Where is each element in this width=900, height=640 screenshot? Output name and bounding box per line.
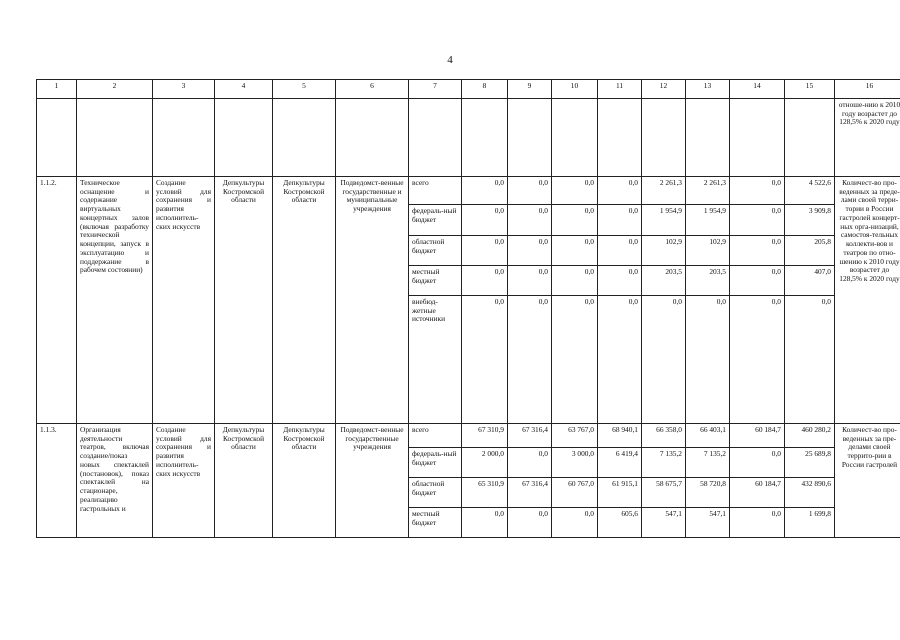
- value-cell: 0,0: [508, 236, 552, 266]
- header-cell: 13: [686, 80, 730, 99]
- value-cell: 3 000,0: [552, 448, 598, 478]
- activity-name: Организация деятельности театров, включая создание/показ новых спектаклей (постановок), показ спектаклей на стационаре, реализацию гастрольных и: [77, 424, 153, 538]
- value-cell: 0,0: [598, 177, 642, 205]
- executor-cell: Депкультуры Костромской области: [215, 424, 273, 538]
- header-cell: 3: [153, 80, 215, 99]
- value-cell: 6 419,4: [598, 448, 642, 478]
- value-cell: 0,0: [462, 205, 508, 236]
- value-cell: 0,0: [552, 205, 598, 236]
- value-cell: 0,0: [730, 266, 785, 296]
- value-cell: 0,0: [598, 236, 642, 266]
- value-cell: 0,0: [785, 296, 835, 424]
- header-cell: 1: [37, 80, 77, 99]
- source-name: областной бюджет: [409, 236, 462, 266]
- value-cell: 0,0: [686, 296, 730, 424]
- continuation-row: [37, 99, 900, 177]
- value-cell: 0,0: [730, 508, 785, 538]
- value-cell: 0,0: [462, 296, 508, 424]
- value-cell: 0,0: [730, 205, 785, 236]
- value-cell: 0,0: [508, 448, 552, 478]
- value-cell: 0,0: [462, 177, 508, 205]
- value-cell: 0,0: [598, 266, 642, 296]
- value-cell: 60 767,0: [552, 478, 598, 508]
- value-cell: 203,5: [642, 266, 686, 296]
- value-cell: 0,0: [552, 236, 598, 266]
- header-cell: 7: [409, 80, 462, 99]
- header-row: [37, 80, 900, 99]
- value-cell: 0,0: [730, 296, 785, 424]
- value-cell: 60 184,7: [730, 478, 785, 508]
- value-cell: 67 310,9: [462, 424, 508, 448]
- value-cell: 67 316,4: [508, 478, 552, 508]
- value-cell: 205,8: [785, 236, 835, 266]
- source-name: областной бюджет: [409, 478, 462, 508]
- value-cell: 0,0: [508, 266, 552, 296]
- task-cell: Создание условий для сохранения и развития исполнитель-ских искусств: [153, 424, 215, 538]
- participants-cell: Подведомст-венные государственные и муниципальные учреждения: [336, 177, 409, 424]
- activity-name: Техническое оснащение и содержание виртуальных концертных залов (включая разработку технической концепции, запуск в эксплуатацию и поддержание в рабочем состоянии): [77, 177, 153, 424]
- source-name: внебюд-жетные источники: [409, 296, 462, 424]
- header-cell: 4: [215, 80, 273, 99]
- header-cell: 6: [336, 80, 409, 99]
- table-row: [37, 424, 900, 448]
- value-cell: 60 184,7: [730, 424, 785, 448]
- value-cell: 7 135,2: [642, 448, 686, 478]
- indicator-continuation: отноше-нию к 2010 году возрастет до 128,5% к 2020 году: [835, 99, 900, 177]
- value-cell: 2 261,3: [642, 177, 686, 205]
- value-cell: 0,0: [508, 296, 552, 424]
- value-cell: 0,0: [730, 448, 785, 478]
- executor-cell: Депкультуры Костромской области: [215, 177, 273, 424]
- source-name: федераль-ный бюджет: [409, 448, 462, 478]
- value-cell: 68 940,1: [598, 424, 642, 448]
- value-cell: 66 403,1: [686, 424, 730, 448]
- value-cell: 63 767,0: [552, 424, 598, 448]
- value-cell: 7 135,2: [686, 448, 730, 478]
- row-id: 1.1.3.: [37, 424, 77, 538]
- value-cell: 61 915,1: [598, 478, 642, 508]
- header-cell: 11: [598, 80, 642, 99]
- value-cell: 0,0: [552, 177, 598, 205]
- value-cell: 58 720,8: [686, 478, 730, 508]
- value-cell: 2 261,3: [686, 177, 730, 205]
- source-name: всего: [409, 177, 462, 205]
- page-number: 4: [447, 54, 453, 66]
- value-cell: 0,0: [508, 205, 552, 236]
- header-cell: 16: [835, 80, 900, 99]
- source-name: всего: [409, 424, 462, 448]
- value-cell: 0,0: [552, 296, 598, 424]
- header-cell: 15: [785, 80, 835, 99]
- value-cell: 203,5: [686, 266, 730, 296]
- value-cell: 1 954,9: [686, 205, 730, 236]
- value-cell: 25 689,8: [785, 448, 835, 478]
- value-cell: 58 675,7: [642, 478, 686, 508]
- header-cell: 2: [77, 80, 153, 99]
- header-cell: 14: [730, 80, 785, 99]
- header-cell: 12: [642, 80, 686, 99]
- value-cell: 102,9: [686, 236, 730, 266]
- task-cell: Создание условий для сохранения и развития исполнитель-ских искусств: [153, 177, 215, 424]
- value-cell: 66 358,0: [642, 424, 686, 448]
- coexecutor-cell: Депкультуры Костромской области: [273, 177, 336, 424]
- table-row: [37, 177, 900, 205]
- value-cell: 1 699,8: [785, 508, 835, 538]
- value-cell: 0,0: [552, 508, 598, 538]
- value-cell: 0,0: [508, 177, 552, 205]
- value-cell: 3 909,8: [785, 205, 835, 236]
- header-cell: 5: [273, 80, 336, 99]
- row-id: 1.1.2.: [37, 177, 77, 424]
- value-cell: 0,0: [462, 508, 508, 538]
- indicator-cell: Количест-во про-веденных за пре-делами своей террито-рии в России гастролей: [835, 424, 900, 538]
- value-cell: 102,9: [642, 236, 686, 266]
- value-cell: 0,0: [462, 266, 508, 296]
- header-cell: 10: [552, 80, 598, 99]
- value-cell: 0,0: [642, 296, 686, 424]
- value-cell: 0,0: [462, 236, 508, 266]
- value-cell: 432 890,6: [785, 478, 835, 508]
- source-name: федераль-ный бюджет: [409, 205, 462, 236]
- value-cell: 1 954,9: [642, 205, 686, 236]
- indicator-cell: Количест-во про-веденных за преде-лами своей терри-тории в России гастролей концерт-ных орга-низаций, самостоя-тельных коллекти-вов и театров по отно-шению к 2010 году возрастет до 128,5% к 2020 году: [835, 177, 900, 424]
- value-cell: 4 522,6: [785, 177, 835, 205]
- source-name: местный бюджет: [409, 266, 462, 296]
- value-cell: 0,0: [552, 266, 598, 296]
- source-name: местный бюджет: [409, 508, 462, 538]
- value-cell: 2 000,0: [462, 448, 508, 478]
- value-cell: 0,0: [730, 236, 785, 266]
- value-cell: 65 310,9: [462, 478, 508, 508]
- value-cell: 460 280,2: [785, 424, 835, 448]
- header-cell: 8: [462, 80, 508, 99]
- value-cell: 547,1: [642, 508, 686, 538]
- value-cell: 0,0: [508, 508, 552, 538]
- budget-table: [36, 79, 900, 538]
- header-cell: 9: [508, 80, 552, 99]
- value-cell: 547,1: [686, 508, 730, 538]
- value-cell: 605,6: [598, 508, 642, 538]
- participants-cell: Подведомст-венные государственные учреждения: [336, 424, 409, 538]
- value-cell: 0,0: [598, 205, 642, 236]
- value-cell: 0,0: [730, 177, 785, 205]
- coexecutor-cell: Депкультуры Костромской области: [273, 424, 336, 538]
- value-cell: 407,0: [785, 266, 835, 296]
- value-cell: 0,0: [598, 296, 642, 424]
- value-cell: 67 316,4: [508, 424, 552, 448]
